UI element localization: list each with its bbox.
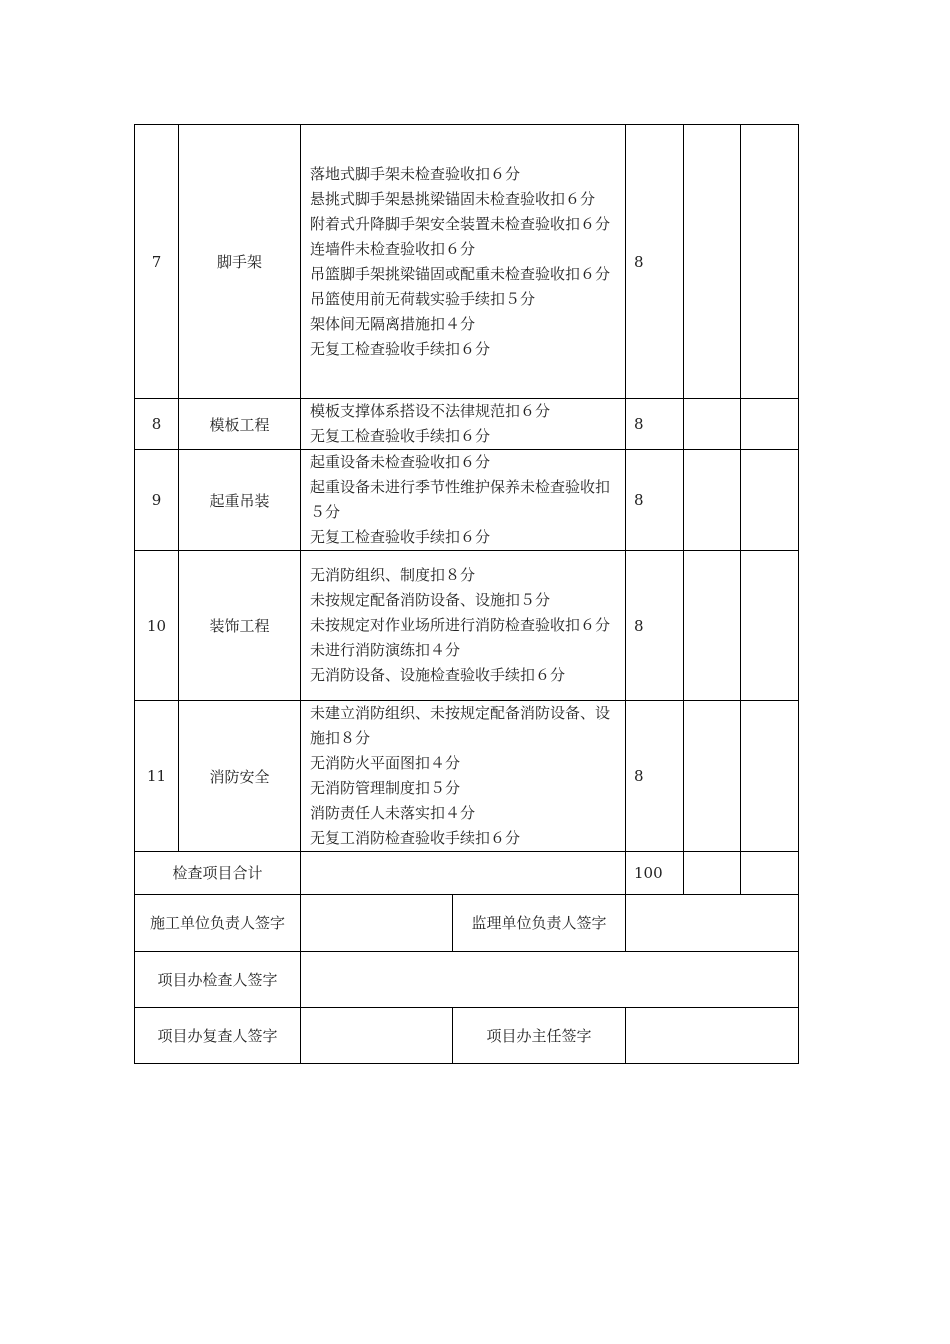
total-items-cell bbox=[301, 852, 626, 895]
supervision-unit-sign-label: 监理单位负责人签字 bbox=[453, 895, 626, 952]
item-score: 8 bbox=[626, 125, 684, 399]
signature-row-1 bbox=[135, 895, 799, 952]
deduction-line: 附着式升降脚手架安全装置未检查验收扣６分 bbox=[310, 214, 611, 233]
score-entry-cell-1[interactable] bbox=[684, 551, 741, 701]
score-entry-cell-1[interactable] bbox=[684, 125, 741, 399]
deduction-list bbox=[310, 399, 621, 449]
deduction-line: 连墙件未检查验收扣６分 bbox=[310, 239, 476, 258]
deduction-line: 无消防组织、制度扣８分 bbox=[310, 566, 476, 584]
item-score: 8 bbox=[626, 551, 684, 701]
supervision-unit-sign-field[interactable] bbox=[626, 895, 799, 952]
project-reviewer-sign-field[interactable] bbox=[301, 1008, 453, 1064]
deduction-line: 无复工检查验收手续扣６分 bbox=[310, 528, 491, 546]
construction-unit-sign-field[interactable] bbox=[301, 895, 453, 952]
deduction-line: 无消防管理制度扣５分 bbox=[310, 779, 461, 797]
deduction-items bbox=[301, 125, 626, 399]
item-name: 消防安全 bbox=[179, 701, 301, 852]
deduction-items bbox=[301, 399, 626, 450]
project-inspector-sign-label: 项目办检查人签字 bbox=[135, 952, 301, 1008]
deduction-items bbox=[301, 551, 626, 701]
score-entry-cell-1[interactable] bbox=[684, 450, 741, 551]
deduction-line: 未进行消防演练扣４分 bbox=[310, 641, 461, 659]
signature-row-3 bbox=[135, 1008, 799, 1064]
total-blank-cell-1 bbox=[684, 852, 741, 895]
deduction-line: 吊篮脚手架挑梁锚固或配重未检查验收扣６分 bbox=[310, 264, 611, 283]
deduction-line: 吊篮使用前无荷载实验手续扣５分 bbox=[310, 289, 536, 308]
deduction-line: 架体间无隔离措施扣４分 bbox=[310, 314, 476, 333]
item-name: 模板工程 bbox=[179, 399, 301, 450]
item-name: 起重吊装 bbox=[179, 450, 301, 551]
score-entry-cell-1[interactable] bbox=[684, 701, 741, 852]
total-score: 100 bbox=[626, 852, 684, 895]
deduction-list bbox=[310, 701, 621, 851]
table-row bbox=[135, 399, 799, 450]
project-director-sign-field[interactable] bbox=[626, 1008, 799, 1064]
deduction-line: 未建立消防组织、未按规定配备消防设备、设施扣８分 bbox=[310, 704, 611, 747]
item-number: 9 bbox=[135, 450, 179, 551]
deduction-list bbox=[310, 450, 621, 550]
score-entry-cell-2[interactable] bbox=[741, 125, 799, 399]
deduction-line: 无消防设备、设施检查验收手续扣６分 bbox=[310, 666, 566, 684]
deduction-line: 消防责任人未落实扣４分 bbox=[310, 804, 476, 822]
item-score: 8 bbox=[626, 701, 684, 852]
table-row bbox=[135, 450, 799, 551]
total-row bbox=[135, 852, 799, 895]
deduction-line: 起重设备未检查验收扣６分 bbox=[310, 453, 491, 471]
deduction-line: 落地式脚手架未检查验收扣６分 bbox=[310, 164, 521, 183]
deduction-line: 悬挑式脚手架悬挑梁锚固未检查验收扣６分 bbox=[310, 189, 596, 208]
deduction-items bbox=[301, 701, 626, 852]
item-number: 8 bbox=[135, 399, 179, 450]
deduction-items bbox=[301, 450, 626, 551]
item-number: 11 bbox=[135, 701, 179, 852]
project-inspector-sign-field[interactable] bbox=[301, 952, 799, 1008]
deduction-line: 无复工消防检查验收手续扣６分 bbox=[310, 829, 521, 847]
score-entry-cell-2[interactable] bbox=[741, 450, 799, 551]
inspection-table bbox=[134, 124, 799, 1064]
total-label: 检查项目合计 bbox=[135, 852, 301, 895]
deduction-line: 未按规定配备消防设备、设施扣５分 bbox=[310, 591, 551, 609]
deduction-line: 未按规定对作业场所进行消防检查验收扣６分 bbox=[310, 616, 611, 634]
item-score: 8 bbox=[626, 450, 684, 551]
item-score: 8 bbox=[626, 399, 684, 450]
deduction-line: 无复工检查验收手续扣６分 bbox=[310, 427, 491, 445]
item-name: 脚手架 bbox=[179, 125, 301, 399]
construction-unit-sign-label: 施工单位负责人签字 bbox=[135, 895, 301, 952]
table-row bbox=[135, 125, 799, 399]
deduction-list bbox=[310, 162, 621, 362]
item-number: 7 bbox=[135, 125, 179, 399]
item-number: 10 bbox=[135, 551, 179, 701]
score-entry-cell-1[interactable] bbox=[684, 399, 741, 450]
score-entry-cell-2[interactable] bbox=[741, 701, 799, 852]
signature-row-2 bbox=[135, 952, 799, 1008]
project-director-sign-label: 项目办主任签字 bbox=[453, 1008, 626, 1064]
score-entry-cell-2[interactable] bbox=[741, 551, 799, 701]
deduction-line: 模板支撑体系搭设不法律规范扣６分 bbox=[310, 402, 551, 420]
deduction-line: 无复工检查验收手续扣６分 bbox=[310, 339, 491, 358]
item-name: 装饰工程 bbox=[179, 551, 301, 701]
table-row bbox=[135, 551, 799, 701]
deduction-list bbox=[310, 563, 621, 688]
total-blank-cell-2 bbox=[741, 852, 799, 895]
deduction-line: 无消防火平面图扣４分 bbox=[310, 754, 461, 772]
deduction-line: 起重设备未进行季节性维护保养未检查验收扣５分 bbox=[310, 478, 611, 521]
score-entry-cell-2[interactable] bbox=[741, 399, 799, 450]
table-row bbox=[135, 701, 799, 852]
project-reviewer-sign-label: 项目办复查人签字 bbox=[135, 1008, 301, 1064]
